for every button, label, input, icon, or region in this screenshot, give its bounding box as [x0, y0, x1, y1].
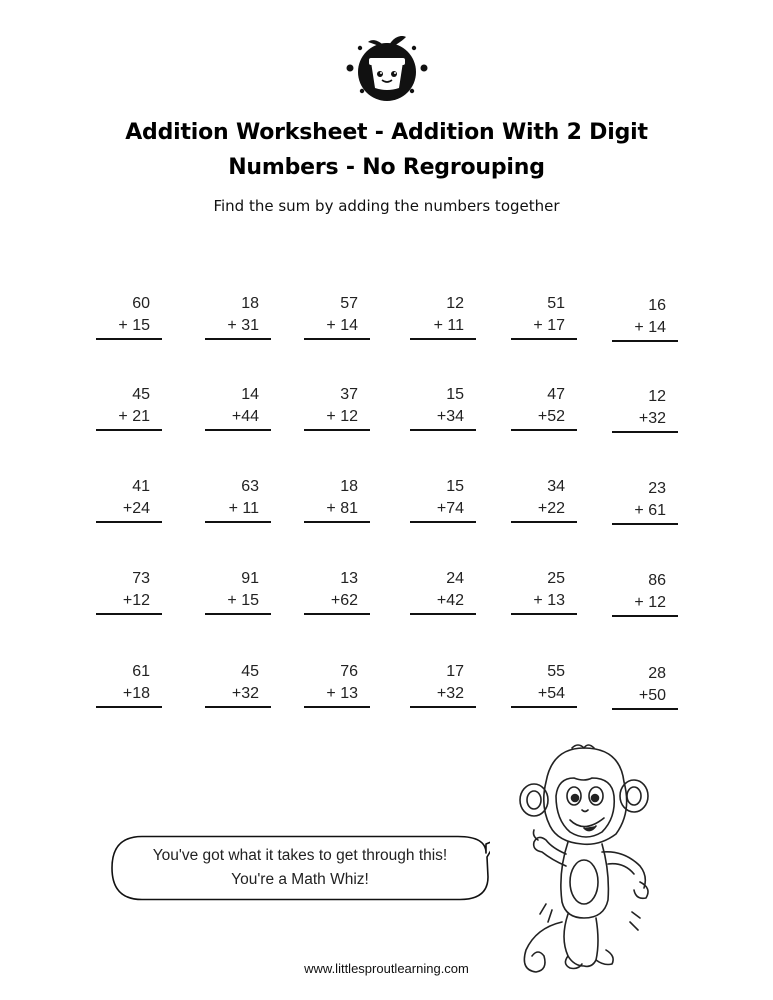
answer-line[interactable] [410, 521, 476, 523]
answer-line[interactable] [612, 615, 678, 617]
addend-bottom: +54 [537, 685, 565, 702]
answer-line[interactable] [205, 613, 271, 615]
answer-line[interactable] [205, 338, 271, 340]
addend-bottom: + 31 [227, 317, 259, 334]
addend-top: 34 [547, 478, 565, 495]
answer-line[interactable] [96, 613, 162, 615]
addend-top: 45 [241, 663, 259, 680]
addend-top: 86 [648, 572, 666, 589]
answer-line[interactable] [410, 338, 476, 340]
addend-bottom: + 81 [326, 500, 358, 517]
addend-top: 28 [648, 665, 666, 682]
answer-line[interactable] [410, 613, 476, 615]
addend-top: 37 [340, 386, 358, 403]
problem[interactable] [612, 665, 678, 711]
answer-line[interactable] [304, 429, 370, 431]
answer-line[interactable] [511, 613, 577, 615]
addend-top: 18 [340, 478, 358, 495]
addend-top: 23 [648, 480, 666, 497]
answer-line[interactable] [612, 340, 678, 342]
addend-top: 16 [648, 297, 666, 314]
addend-bottom: +18 [122, 685, 150, 702]
addend-top: 76 [340, 663, 358, 680]
addend-top: 45 [132, 386, 150, 403]
addend-top: 60 [132, 295, 150, 312]
answer-line[interactable] [96, 338, 162, 340]
answer-line[interactable] [304, 338, 370, 340]
problem[interactable] [304, 478, 370, 524]
problem[interactable] [96, 663, 162, 709]
addend-top: 73 [132, 570, 150, 587]
addend-top: 17 [446, 663, 464, 680]
answer-line[interactable] [205, 429, 271, 431]
addend-bottom: +32 [436, 685, 464, 702]
problem[interactable] [511, 570, 577, 616]
answer-line[interactable] [612, 523, 678, 525]
problem[interactable] [205, 663, 271, 709]
addend-bottom: +12 [122, 592, 150, 609]
answer-line[interactable] [304, 706, 370, 708]
worksheet-title-line2: Numbers - No Regrouping [228, 155, 545, 180]
addend-top: 57 [340, 295, 358, 312]
addend-bottom: + 11 [228, 500, 259, 517]
addend-top: 12 [648, 388, 666, 405]
problem[interactable] [410, 570, 476, 616]
addend-bottom: + 13 [326, 685, 358, 702]
encouragement-line1: You've got what it takes to get through this! [152, 847, 448, 864]
problem[interactable] [96, 295, 162, 341]
worksheet-title: Addition Worksheet - Addition With 2 Digit [125, 120, 648, 145]
addend-top: 25 [547, 570, 565, 587]
addend-top: 47 [547, 386, 565, 403]
problem[interactable] [304, 663, 370, 709]
addend-top: 14 [241, 386, 259, 403]
instructions: Find the sum by adding the numbers together [213, 197, 560, 215]
addend-bottom: +32 [231, 685, 259, 702]
problem[interactable] [511, 478, 577, 524]
problem[interactable] [612, 388, 678, 434]
answer-line[interactable] [612, 708, 678, 710]
problem[interactable] [205, 386, 271, 432]
answer-line[interactable] [96, 706, 162, 708]
addend-bottom: +62 [330, 592, 358, 609]
answer-line[interactable] [612, 431, 678, 433]
answer-line[interactable] [205, 521, 271, 523]
addend-bottom: +34 [436, 408, 464, 425]
addend-top: 63 [241, 478, 259, 495]
addend-bottom: + 13 [533, 592, 565, 609]
problem[interactable] [96, 478, 162, 524]
sprout-pot-logo-icon [344, 28, 430, 102]
problem[interactable] [96, 570, 162, 616]
addend-bottom: +42 [436, 592, 464, 609]
addend-top: 24 [446, 570, 464, 587]
speech-bubble [110, 835, 490, 901]
addend-bottom: + 15 [118, 317, 150, 334]
answer-line[interactable] [205, 706, 271, 708]
answer-line[interactable] [511, 429, 577, 431]
addend-bottom: +50 [638, 687, 666, 704]
problem[interactable] [410, 386, 476, 432]
addend-top: 41 [132, 478, 150, 495]
problem[interactable] [205, 295, 271, 341]
addend-bottom: +44 [231, 408, 259, 425]
problem[interactable] [612, 480, 678, 526]
problem[interactable] [612, 572, 678, 618]
footer-website[interactable]: www.littlesproutlearning.com [304, 961, 469, 976]
addend-top: 61 [132, 663, 150, 680]
answer-line[interactable] [511, 338, 577, 340]
addend-bottom: +24 [122, 500, 150, 517]
monkey-illustration-icon [512, 742, 662, 978]
addend-bottom: + 21 [118, 408, 150, 425]
answer-line[interactable] [304, 521, 370, 523]
addend-bottom: + 12 [634, 594, 666, 611]
answer-line[interactable] [96, 521, 162, 523]
addend-bottom: +22 [537, 500, 565, 517]
problem[interactable] [205, 570, 271, 616]
problem[interactable] [205, 478, 271, 524]
addend-bottom: + 14 [326, 317, 358, 334]
answer-line[interactable] [96, 429, 162, 431]
addend-bottom: + 61 [634, 502, 666, 519]
problem[interactable] [304, 295, 370, 341]
problem[interactable] [410, 478, 476, 524]
problem[interactable] [304, 570, 370, 616]
addend-bottom: +52 [537, 408, 565, 425]
speech-bubble-outline [110, 835, 490, 901]
addend-bottom: +32 [638, 410, 666, 427]
answer-line[interactable] [304, 613, 370, 615]
addend-top: 91 [241, 570, 259, 587]
answer-line[interactable] [410, 429, 476, 431]
problem[interactable] [96, 386, 162, 432]
problem[interactable] [511, 386, 577, 432]
answer-line[interactable] [511, 706, 577, 708]
addend-top: 18 [241, 295, 259, 312]
addend-top: 51 [547, 295, 565, 312]
answer-line[interactable] [511, 521, 577, 523]
problem[interactable] [612, 297, 678, 343]
addend-bottom: + 15 [227, 592, 259, 609]
problem[interactable] [304, 386, 370, 432]
problem[interactable] [410, 663, 476, 709]
addend-bottom: +74 [436, 500, 464, 517]
addend-bottom: + 11 [433, 317, 464, 334]
addend-bottom: + 17 [533, 317, 565, 334]
addend-bottom: + 14 [634, 319, 666, 336]
addend-top: 15 [446, 386, 464, 403]
addend-top: 13 [340, 570, 358, 587]
addend-top: 15 [446, 478, 464, 495]
addend-bottom: + 12 [326, 408, 358, 425]
problem[interactable] [511, 295, 577, 341]
answer-line[interactable] [410, 706, 476, 708]
addend-top: 12 [446, 295, 464, 312]
problem[interactable] [410, 295, 476, 341]
problem[interactable] [511, 663, 577, 709]
encouragement-line2: You're a Math Whiz! [231, 871, 369, 888]
addend-top: 55 [547, 663, 565, 680]
